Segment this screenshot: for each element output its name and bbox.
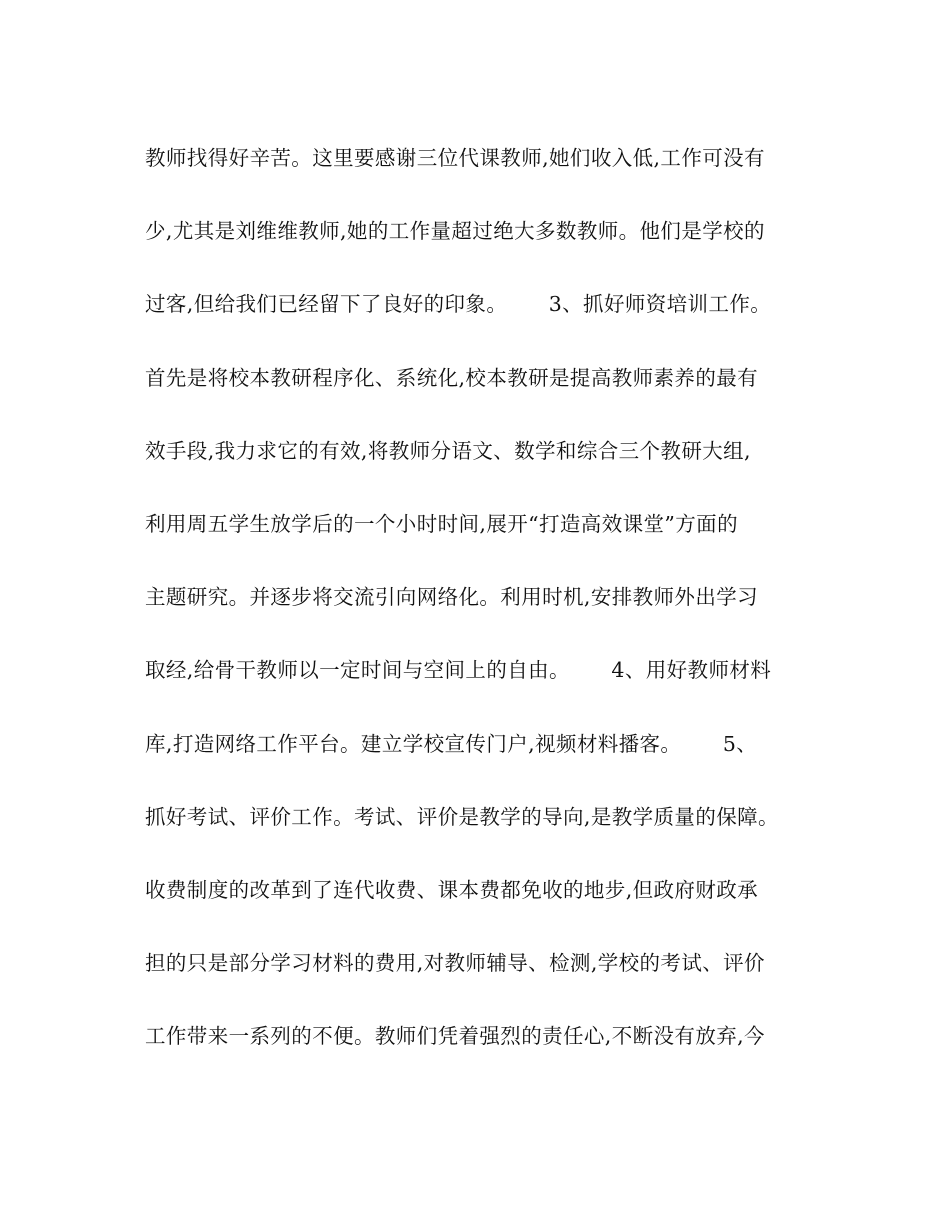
text-line-11: 收费制度的改革到了连代收费、课本费都免收的地步,但政府财政承 xyxy=(145,877,759,902)
text-line-6: 利用周五学生放学后的一个小时时间,展开“打造高效课堂”方面的 xyxy=(145,511,738,536)
text-line-4: 首先是将校本教研程序化、系统化,校本教研是提高教师素养的最有 xyxy=(145,365,759,390)
text-line-7: 主题研究。并逐步将交流引向网络化。利用时机,安排教师外出学习 xyxy=(145,585,759,610)
text-line-2: 少,尤其是刘维维教师,她的工作量超过绝大多数教师。他们是学校的 xyxy=(145,219,765,244)
text-line-9: 库,打造网络工作平台。建立学校宣传门户,视频材料播客。 5、 xyxy=(145,731,758,756)
body-text xyxy=(145,138,810,1089)
text-line-12: 担的只是部分学习材料的费用,对教师辅导、检测,学校的考试、评价 xyxy=(145,951,765,976)
text-line-3: 过客,但给我们已经留下了良好的印象。 3、抓好师资培训工作。 xyxy=(145,292,772,317)
text-line-8: 取经,给骨干教师以一定时间与空间上的自由。 4、用好教师材料 xyxy=(145,658,772,683)
text-line-13: 工作带来一系列的不便。教师们凭着强烈的责任心,不断没有放弃,今 xyxy=(145,1024,765,1049)
text-line-5: 效手段,我力求它的有效,将教师分语文、数学和综合三个教研大组, xyxy=(145,438,751,463)
text-line-10: 抓好考试、评价工作。考试、评价是教学的导向,是教学质量的保障。 xyxy=(145,804,779,829)
text-line-1: 教师找得好辛苦。这里要感谢三位代课教师,她们收入低,工作可没有 xyxy=(145,146,765,170)
